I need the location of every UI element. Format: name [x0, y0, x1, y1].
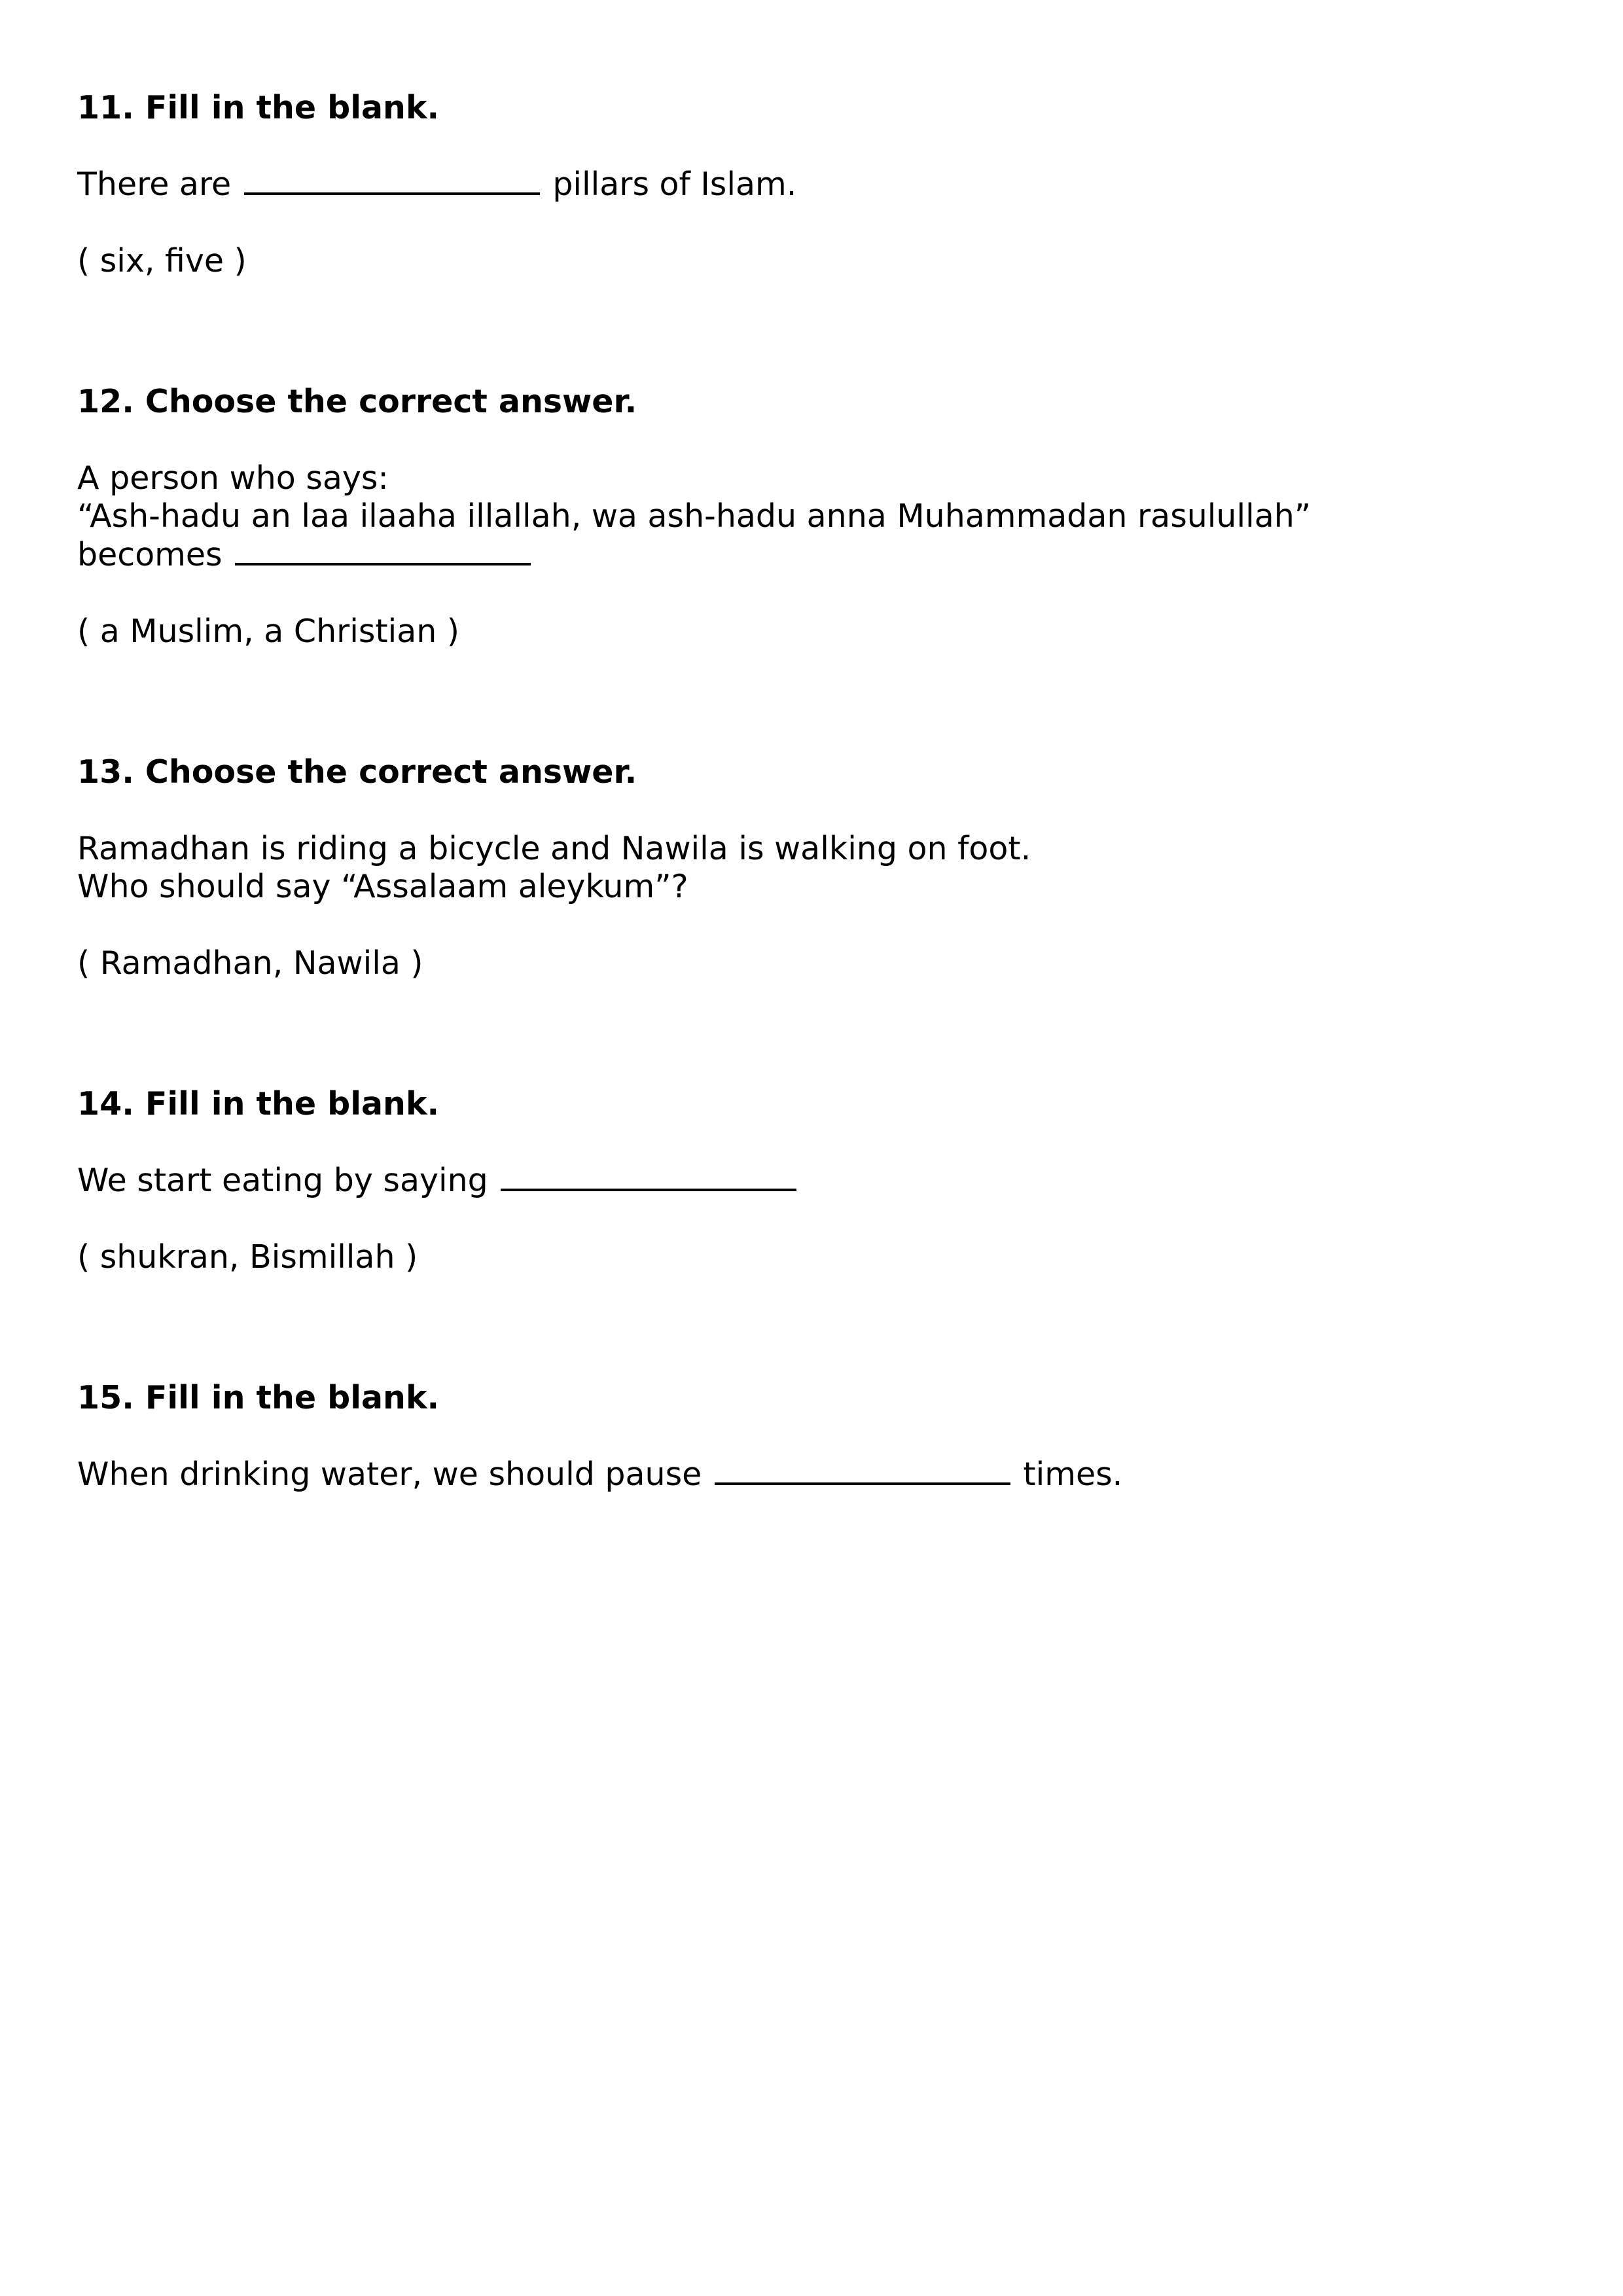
question-12-heading: 12. Choose the correct answer.	[77, 383, 637, 420]
question-12-options: ( a Muslim, a Christian )	[77, 613, 460, 650]
question-11-sentence	[77, 166, 796, 204]
question-15-text-after: times.	[1012, 1456, 1123, 1493]
question-14-sentence	[77, 1162, 799, 1200]
question-13-line-2: Who should say “Assalaam aleykum”?	[77, 868, 688, 905]
answer-blank	[244, 187, 540, 195]
question-14-text-before: We start eating by saying	[77, 1162, 499, 1199]
question-15-heading: 15. Fill in the blank.	[77, 1379, 440, 1416]
question-11-text-after: pillars of Islam.	[542, 166, 797, 203]
answer-blank	[235, 558, 531, 565]
question-14-options: ( shukran, Bismillah )	[77, 1238, 418, 1276]
question-13-heading: 13. Choose the correct answer.	[77, 753, 637, 791]
question-11-heading: 11. Fill in the blank.	[77, 89, 440, 126]
question-15-sentence	[77, 1456, 1122, 1494]
question-11-text-before: There are	[77, 166, 241, 203]
question-12-line-2: “Ash-hadu an laa ilaaha illallah, wa ash-hadu anna Muhammadan rasulullah”	[77, 497, 1311, 535]
question-12-line-1: A person who says:	[77, 459, 389, 497]
question-12-line-3	[77, 536, 533, 574]
question-12-text-before: becomes	[77, 536, 233, 573]
question-13-line-1: Ramadhan is riding a bicycle and Nawila is walking on foot.	[77, 830, 1031, 867]
question-14-heading: 14. Fill in the blank.	[77, 1085, 440, 1122]
question-13-options: ( Ramadhan, Nawila )	[77, 944, 423, 982]
question-11-options: ( six, five )	[77, 242, 247, 279]
question-15-text-before: When drinking water, we should pause	[77, 1456, 712, 1493]
answer-blank	[715, 1477, 1010, 1485]
answer-blank	[501, 1183, 796, 1191]
